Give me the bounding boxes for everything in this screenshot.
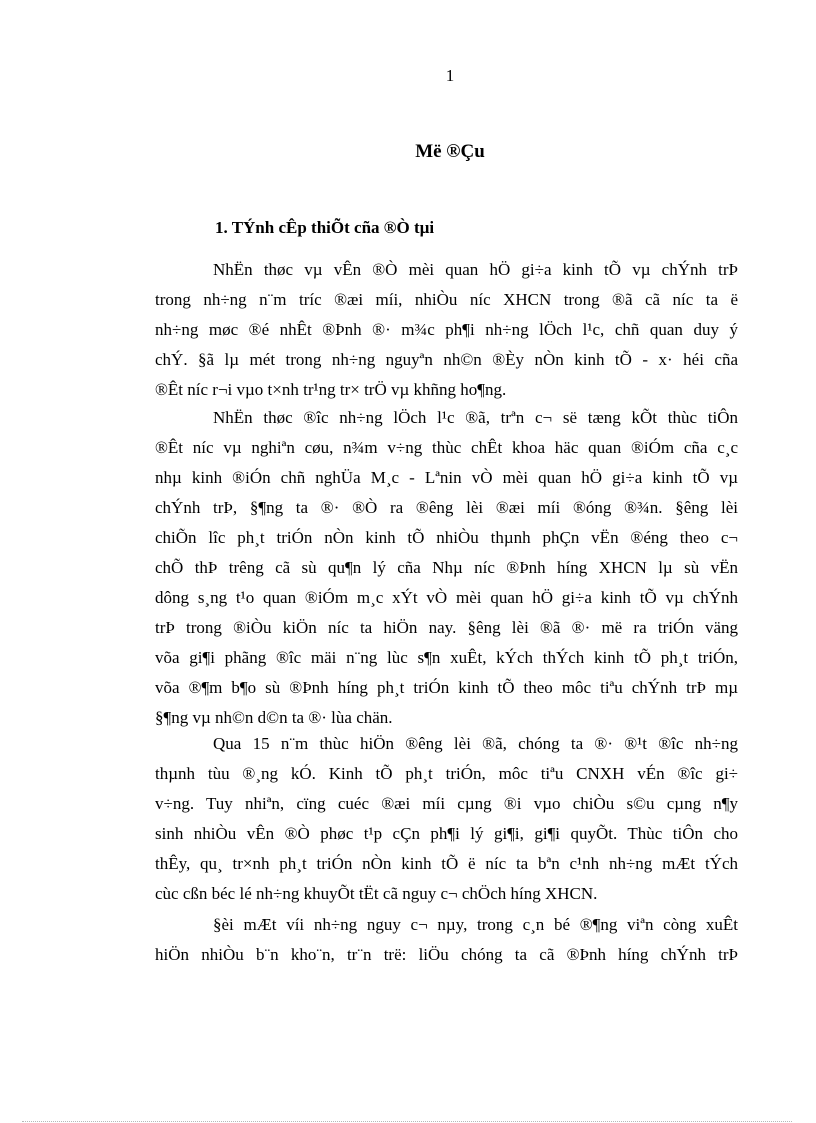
text-line: hiÖn nhiÒu b¨n kho¨n, tr¨n trë: liÖu chóng ta cã ®Þnh híng chÝnh trÞ [155,945,738,964]
text-line: nhµ kinh ®iÓn chñ nghÜa M¸c - Lªnin vÒ mèi quan hÖ gi÷a kinh tÕ vµ [155,468,738,487]
paragraph-3 [155,729,738,909]
text-line: NhËn thøc vµ vÊn ®Ò mèi quan hÖ gi÷a kinh tÕ vµ chÝnh trÞ [213,260,738,279]
text-line: Qua 15 n¨m thùc hiÖn ®êng lèi ®ã, chóng ta ®· ®¹t ®îc nh÷ng [213,734,738,753]
section-heading: 1. TÝnh cÊp thiÕt cña ®Ò tµi [215,218,435,237]
page-bottom-rule [22,1121,792,1122]
text-line: chÝnh trÞ, §¶ng ta ®· ®Ò ra ®êng lèi ®æi míi ®óng ®¾n. §êng lèi [155,498,738,517]
paragraph-4 [155,910,738,970]
text-line: ®Êt níc r¬i vµo t×nh tr¹ng tr× trÖ vµ khñng ho¶ng. [155,380,507,399]
text-line: trÞ trong ®iÒu kiÖn níc ta hiÖn nay. §êng lèi ®ã ®· më ra triÓn väng [155,618,738,637]
text-line: thµnh tùu ®¸ng kÓ. Kinh tÕ ph¸t triÓn, môc tiªu CNXH vÉn ®îc gi÷ [155,764,738,783]
text-line: thÊy, qu¸ tr×nh ph¸t triÓn nÒn kinh tÕ ë níc ta bªn c¹nh nh÷ng mÆt tÝch [155,854,738,873]
text-line: sinh nhiÒu vÊn ®Ò phøc t¹p cÇn ph¶i lý gi¶i, gi¶i quyÕt. Thùc tiÔn cho [155,824,738,843]
text-line: chÕ thÞ trêng cã sù qu¶n lý cña Nhµ níc ®Þnh híng XHCN lµ sù vËn [155,558,738,577]
paragraph-1 [155,255,738,405]
text-line: ®Êt níc vµ nghiªn cøu, n¾m v÷ng thùc chÊt khoa häc quan ®iÓm cña c¸c [155,438,738,457]
text-line: v÷ng. Tuy nhiªn, cïng cuéc ®æi míi cµng ®i vµo chiÒu s©u cµng n¶y [155,794,738,813]
text-line: võa gi¶i phãng ®îc mäi n¨ng lùc s¶n xuÊt, kÝch thÝch kinh tÕ ph¸t triÓn, [155,648,738,667]
text-line: chiÕn lîc ph¸t triÓn nÒn kinh tÕ nhiÒu thµnh phÇn vËn ®éng theo c¬ [155,528,738,547]
page-number: 1 [445,66,455,85]
text-line: chÝ. §ã lµ mét trong nh÷ng nguyªn nh©n ®Èy nÒn kinh tÕ - x· héi cña [155,350,738,369]
text-line: §¶ng vµ nh©n d©n ta ®· lùa chän. [155,708,393,727]
text-line: §èi mÆt víi nh÷ng nguy c¬ nµy, trong c¸n bé ®¶ng viªn còng xuÊt [213,915,738,934]
text-line: võa ®¶m b¶o sù ®Þnh híng ph¸t triÓn kinh tÕ theo môc tiªu chÝnh trÞ mµ [155,678,738,697]
paragraph-2 [155,403,738,733]
text-line: dông s¸ng t¹o quan ®iÓm m¸c xÝt vÒ mèi quan hÖ gi÷a kinh tÕ vµ chÝnh [155,588,738,607]
page-title: Më ®Çu [415,141,485,162]
text-line: nh÷ng møc ®é nhÊt ®Þnh ®· m¾c ph¶i nh÷ng lÖch l¹c, chñ quan duy ý [155,320,738,339]
text-line: cùc cßn béc lé nh÷ng khuyÕt tËt cã nguy c¬ chÖch híng XHCN. [155,884,598,903]
text-line: NhËn thøc ®îc nh÷ng lÖch l¹c ®ã, trªn c¬ së tæng kÕt thùc tiÔn [213,408,738,427]
text-line: trong nh÷ng n¨m tríc ®æi míi, nhiÒu níc XHCN trong ®ã cã níc ta ë [155,290,738,309]
